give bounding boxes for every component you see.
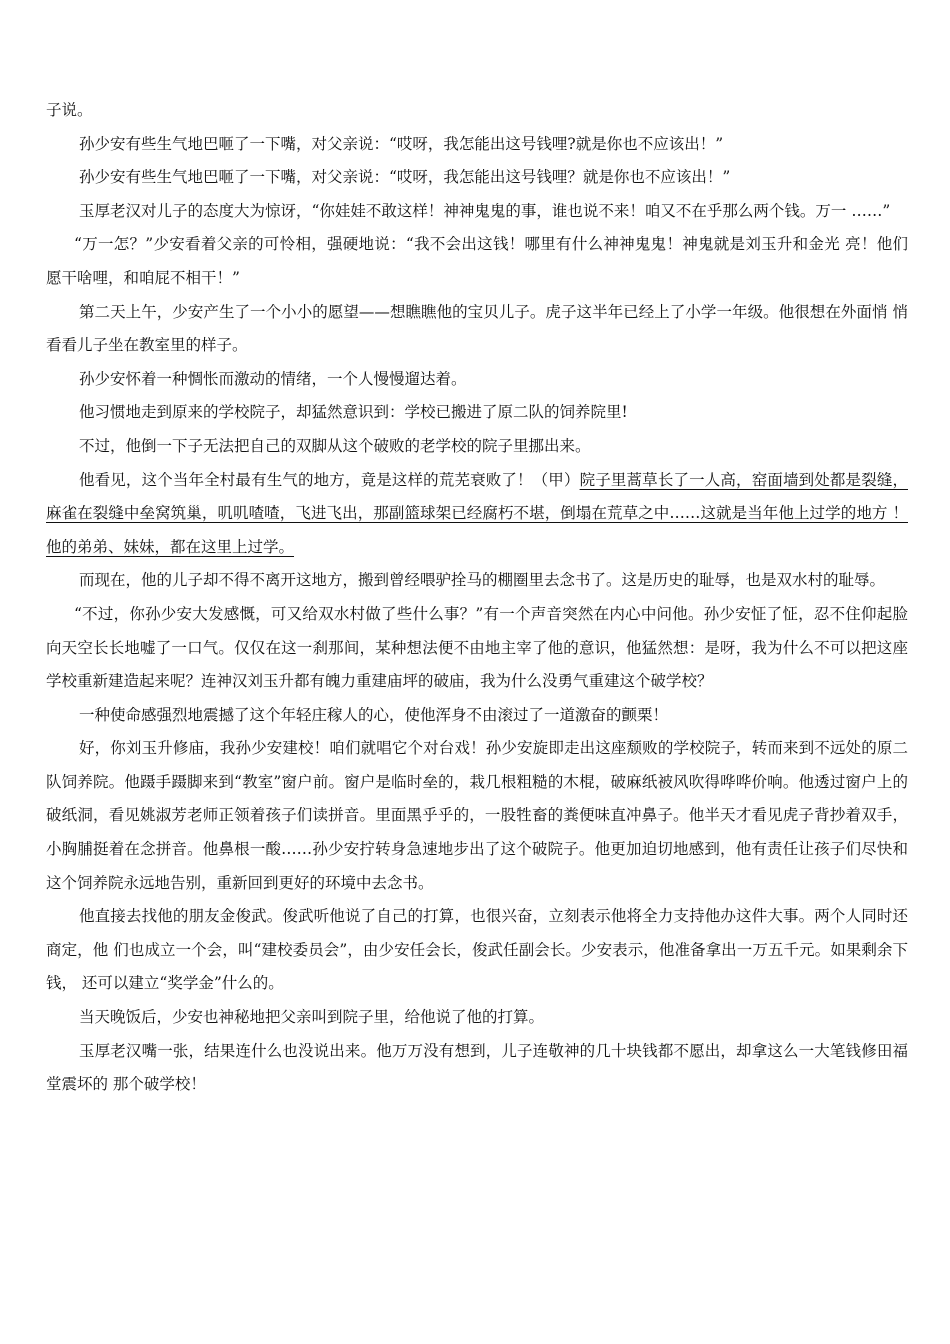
paragraph-with-underlined-passage <box>46 464 908 565</box>
paragraph: 玉厚老汉对儿子的态度大为惊讶，“你娃娃不敢这样！神神鬼鬼的事，谁也说不来！咱又不在乎那么两个钱。万一 ……” <box>79 201 891 220</box>
paragraph: 不过，他倒一下子无法把自己的双脚从这个破败的老学校的院子里挪出来。 <box>79 436 591 455</box>
paragraph: 孙少安有些生气地巴咂了一下嘴，对父亲说：“哎呀，我怎能出这号钱哩?就是你也不应该出！” <box>79 134 724 153</box>
paragraph: “万一怎？”少安看着父亲的可怜相，强硬地说：“我不会出这钱！哪里有什么神神鬼鬼！神鬼就是刘玉升和金光 亮！他们愿干啥哩，和咱屁不相干！” <box>46 235 908 287</box>
paragraph: 玉厚老汉嘴一张，结果连什么也没说出来。他万万没有想到，儿子连敬神的几十块钱都不愿出，却拿这么一大笔钱修田福堂震坏的 那个破学校！ <box>46 1041 908 1094</box>
paragraph: “不过，你孙少安大发感慨，可又给双水村做了些什么事？”有一个声音突然在内心中问他。孙少安怔了怔，忍不住仰起脸向天空长长地嘘了一口气。仅仅在这一刹那间，某种想法便不由地主宰了他的意识，他猛然想：是呀，我为什么不可以把这座学校重新建造起来呢？连神汉刘玉升都有魄力重建庙坪的破庙，我为什么没勇气重建这个破学校？ <box>46 604 908 691</box>
paragraph: 子说。 <box>46 101 93 119</box>
paragraph: 他直接去找他的朋友金俊武。俊武听他说了自己的打算，也很兴奋，立刻表示他将全力支持他办这件大事。两个人同时还商定，他 们也成立一个会，叫“建校委员会”，由少安任会长，俊武任副会长。少安表示，他准备拿出一万五千元。如果剩余下钱， 还可以建立“奖学金”什么的。 <box>46 907 908 993</box>
underlined-passage-jia: 院子里蒿草长了一人高，窑面墙到处都是裂缝，麻雀在裂缝中垒窝筑巢，叽叽喳喳，飞进飞出，那副篮球架已经腐朽不堪，倒塌在荒草之中……这就是当年他上过学的地方 ！他的弟弟、妹妹，都在这里上过学。 <box>46 470 908 556</box>
paragraph: 孙少安有些生气地巴咂了一下嘴，对父亲说：“哎呀，我怎能出这号钱哩？就是你也不应该出！” <box>79 168 731 187</box>
paragraph: 孙少安怀着一种惆怅而激动的情绪，一个人慢慢遛达着。 <box>79 369 467 388</box>
paragraph: 他习惯地走到原来的学校院子，却猛然意识到：学校已搬进了原二队的饲养院里! <box>79 403 628 422</box>
paragraph: 而现在，他的儿子却不得不离开这地方，搬到曾经喂驴拴马的棚圈里去念书了。这是历史的耻辱，也是双水村的耻辱。 <box>79 571 886 590</box>
paragraph: 一种使命感强烈地震撼了这个年轻庄稼人的心，使他浑身不由滚过了一道激奋的颤栗！ <box>79 705 669 724</box>
paragraph-lead-text: 他看见，这个当年全村最有生气的地方，竟是这样的荒芜衰败了！（甲） <box>79 470 580 489</box>
paragraph: 好，你刘玉升修庙，我孙少安建校！咱们就唱它个对台戏！孙少安旋即走出这座颓败的学校院子，转而来到不远处的原二队饲养院。他蹑手蹑脚来到“教室”窗户前。窗户是临时垒的，栽几根粗糙的木棍，破麻纸被风吹得哗哗价响。他透过窗户上的破纸洞，看见姚淑芳老师正领着孩子们读拼音。里面黑乎乎的，一股牲畜的粪便味直冲鼻子。他半天才看见虎子背抄着双手，小胸脯挺着在念拼音。他鼻根一酸……孙少安拧转身急速地步出了这个破院子。他更加迫切地感到，他有责任让孩子们尽快和这个饲养院永远地告别，重新回到更好的环境中去念书。 <box>46 739 908 892</box>
article-body <box>46 94 908 1102</box>
paragraph: 第二天上午，少安产生了一个小小的愿望——想瞧瞧他的宝贝儿子。虎子这半年已经上了小学一年级。他很想在外面悄 悄看看儿子坐在教室里的样子。 <box>46 302 908 355</box>
paragraph: 当天晚饭后，少安也神秘地把父亲叫到院子里，给他说了他的打算。 <box>79 1008 545 1027</box>
